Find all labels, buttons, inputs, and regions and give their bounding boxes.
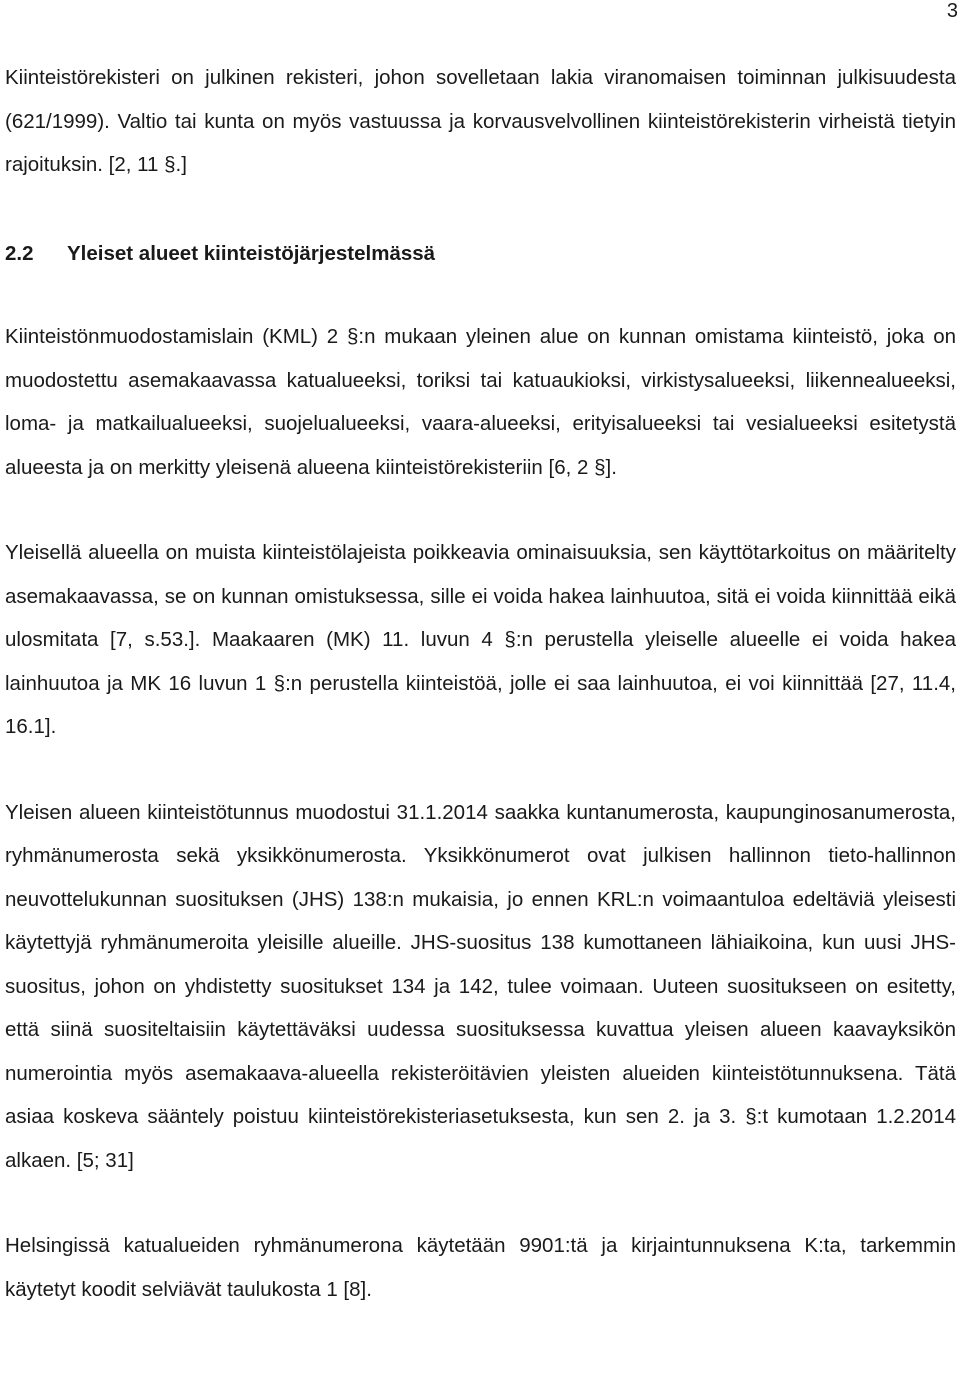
section-number: 2.2: [5, 241, 34, 265]
document-body: [5, 56, 956, 1311]
paragraph-public-area-properties: Yleisellä alueella on muista kiinteistölajeista poikkeavia ominaisuuksia, sen käyttötarkoitus on määritelty asemakaavassa, se on kunnan omistuksessa, sille ei voida hakea lainhuutoa, sitä ei voida kiinnittää eikä ulosmitata [7, s.53.]. Maakaaren (MK) 11. luvun 4 §:n perustella yleiselle alueelle ei voida hakea lainhuutoa ja MK 16 luvun 1 §:n perustella kiinteistöä, jolle ei saa lainhuutoa, ei voi kiinnittää [27, 11.4, 16.1].: [5, 541, 956, 738]
paragraph-registry-publicity: Kiinteistörekisteri on julkinen rekisteri, johon sovelletaan lakia viranomaisen toiminnan julkisuudesta (621/1999). Valtio tai kunta on myös vastuussa ja korvausvelvollinen kiinteistörekisterin virheistä tietyin rajoituksin. [2, 11 §.]: [5, 66, 956, 176]
page-number: 3: [946, 0, 958, 22]
section-heading: [5, 232, 956, 276]
paragraph-property-identifier: Yleisen alueen kiinteistötunnus muodostui 31.1.2014 saakka kuntanumerosta, kaupunginosanumerosta, ryhmänumerosta sekä yksikkönumerosta. Yksikkönumerot ovat julkisen hallinnon tieto-hallinnon neuvottelukunnan suosituksen (JHS) 138:n mukaisia, jo ennen KRL:n voimaantuloa edeltäviä yleisesti käytettyjä ryhmänumeroita yleisille alueille. JHS-suositus 138 kumottaneen lähiaikoina, kun uusi JHS-suositus, johon on yhdistetty suositukset 134 ja 142, tulee voimaan. Uuteen suositukseen on esitetty, että siinä suositeltaisiin käytettäväksi uudessa suosituksessa kuvattua yleisen alueen kaavayksikön numerointia myös asemakaava-alueella rekisteröitävien yleisten alueiden kiinteistötunnuksena. Tätä asiaa koskeva sääntely poistuu kiinteistörekisteriasetuksesta, kun sen 2. ja 3. §:t kumotaan 1.2.2014 alkaen. [5; 31]: [5, 800, 956, 1172]
section-title: Yleiset alueet kiinteistöjärjestelmässä: [67, 241, 436, 265]
paragraph-helsinki-codes: Helsingissä katualueiden ryhmänumerona käytetään 9901:tä ja kirjaintunnuksena K:ta, tarkemmin käytetyt koodit selviävät taulukosta 1 [8].: [5, 1234, 956, 1301]
paragraph-public-area-definition: Kiinteistönmuodostamislain (KML) 2 §:n mukaan yleinen alue on kunnan omistama kiinteistö, joka on muodostettu asemakaavassa katualueeksi, toriksi tai katuaukioksi, virkistysalueeksi, liikennealueeksi, loma- ja matkailualueeksi, suojelualueeksi, vaara-alueeksi, erityisalueeksi tai vesialueeksi esitetystä alueesta ja on merkitty yleisenä alueena kiinteistörekisteriin [6, 2 §].: [5, 325, 956, 479]
